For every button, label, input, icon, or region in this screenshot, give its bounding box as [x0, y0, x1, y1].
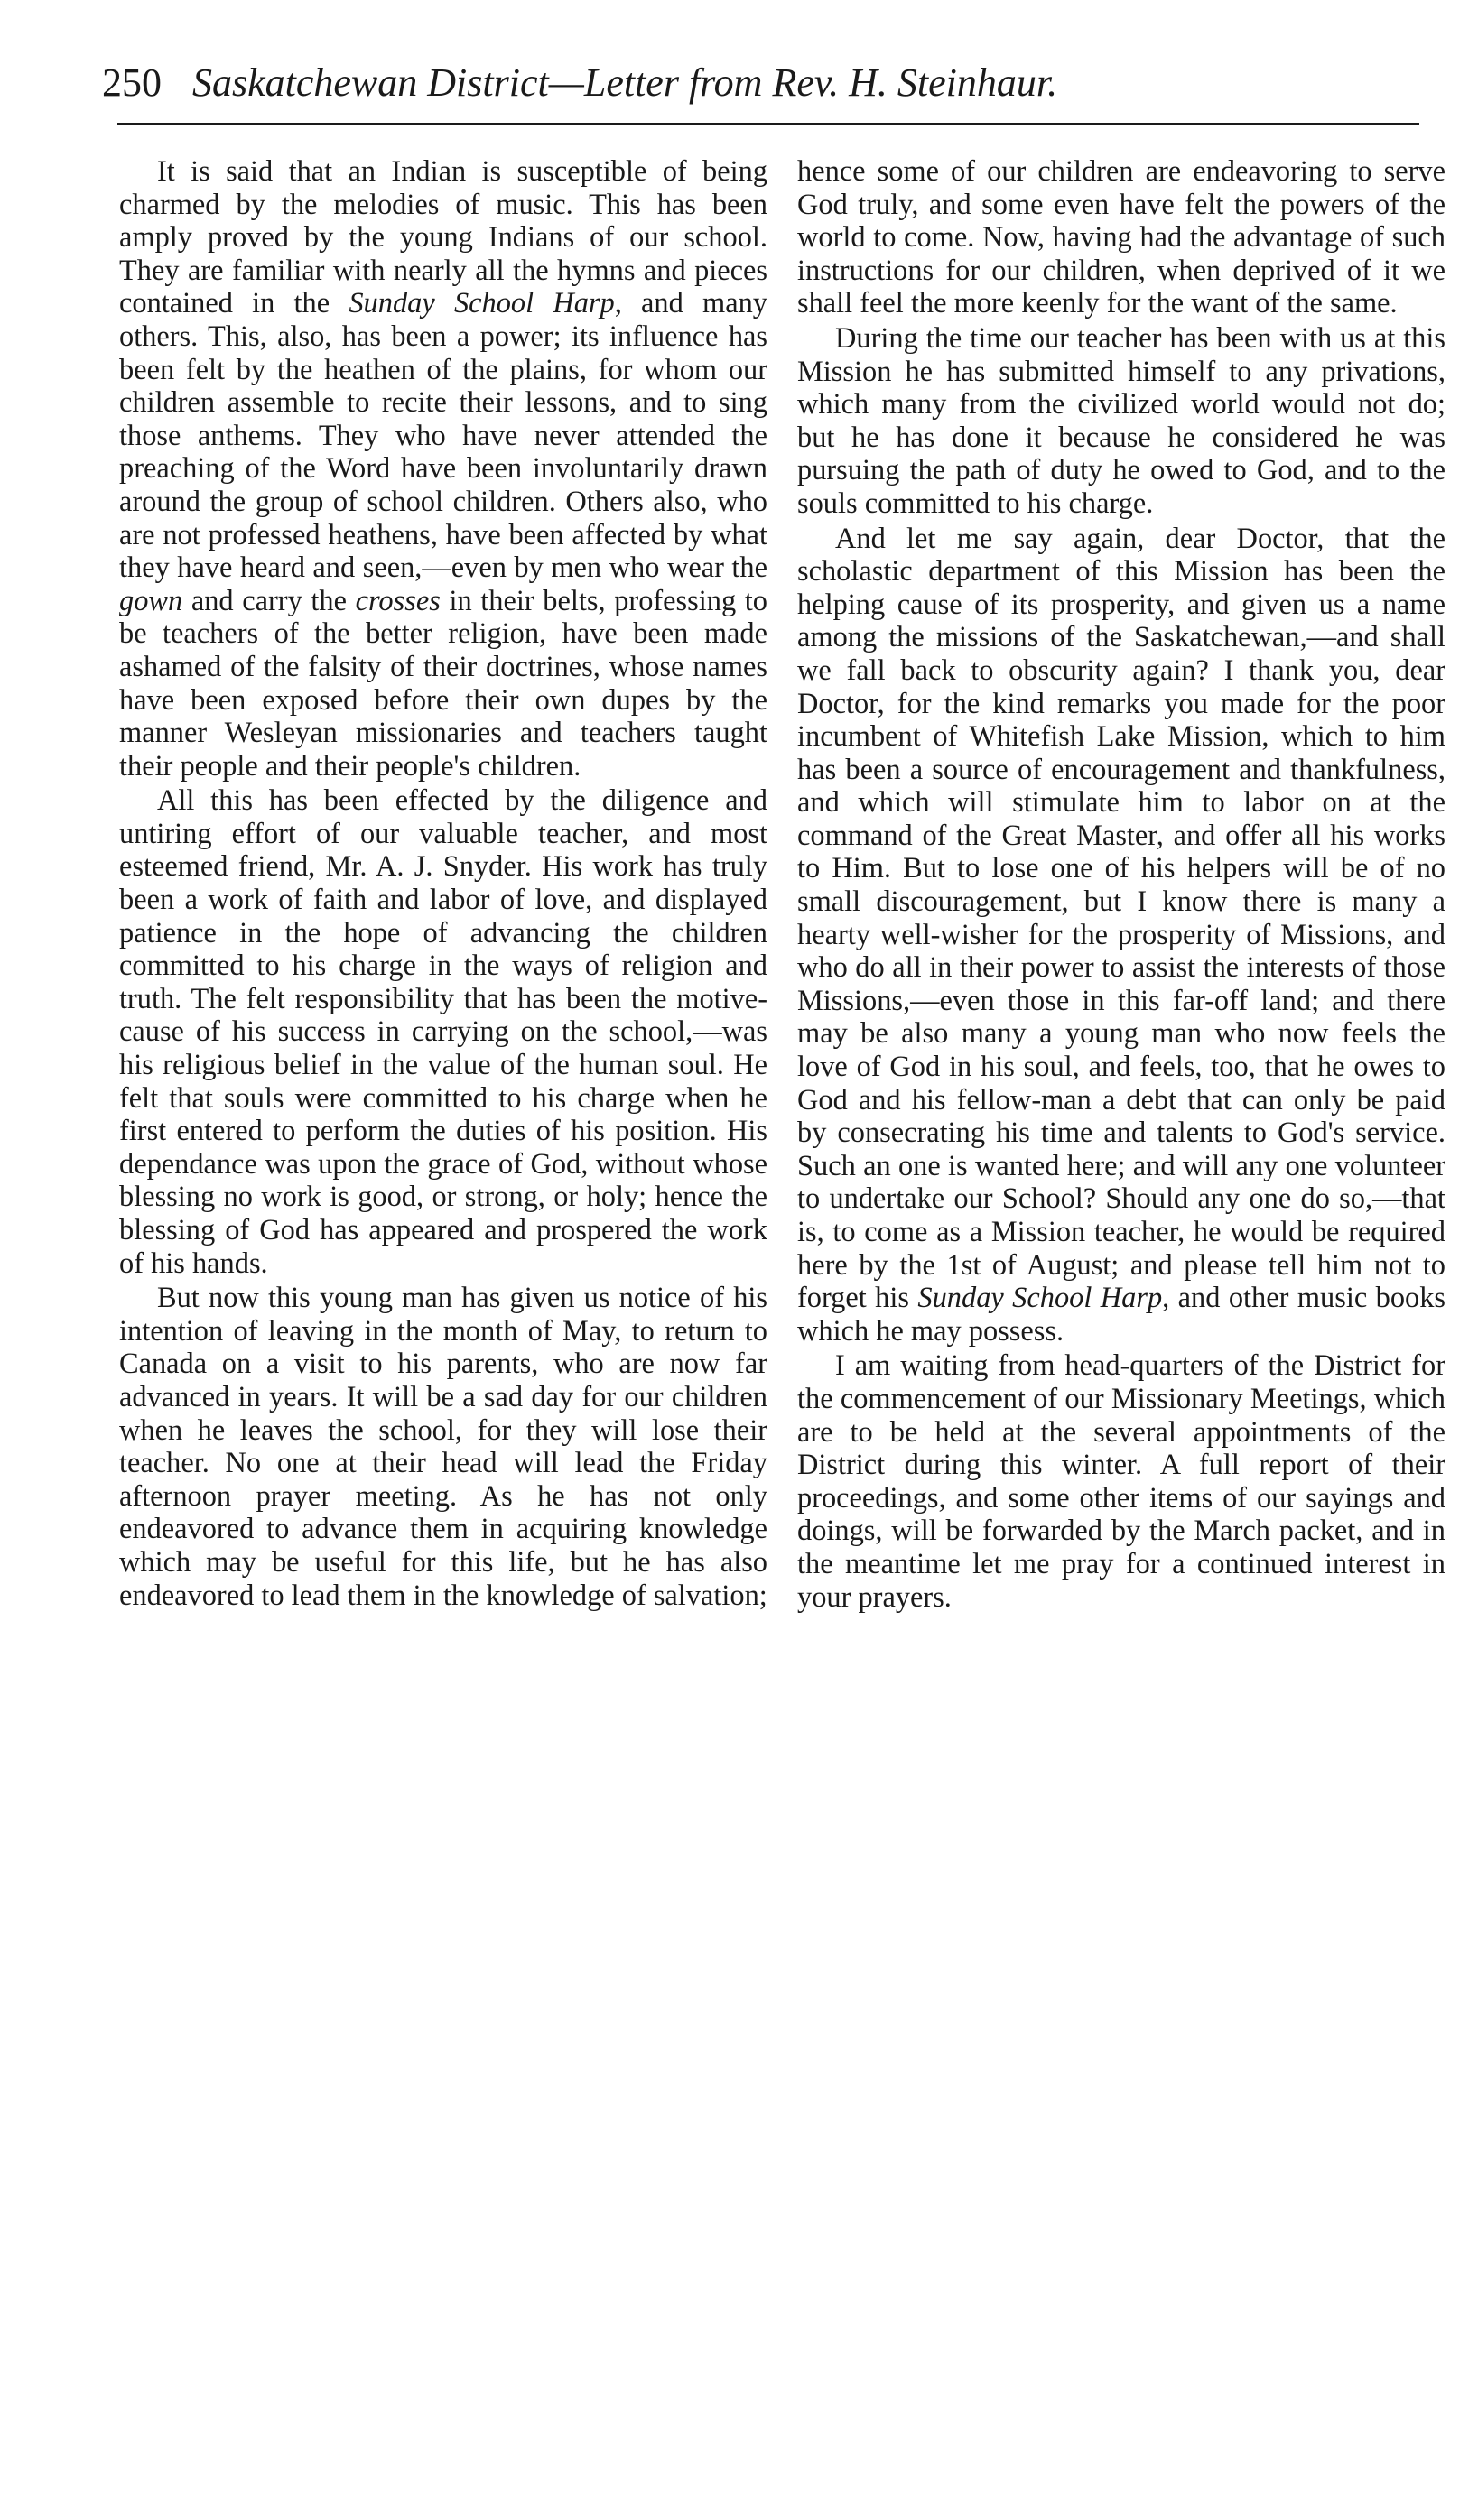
paragraph: But now this young man has given us notice of his intention of leaving in the month of May, to return to Canada on a visit to his parents, who are now far advanced in years. It will be a sad day for our children when he leaves the school, for they will lose their teacher. No one at their head will lead the Friday afternoon prayer meeting. As he has not only endeavored to advance them in acquiring knowledge which may be useful for this life, but he has also endeavored to lead them in the knowledge of salvation;	[119, 1282, 767, 1612]
right-column	[797, 155, 1445, 1614]
page-number: 250	[102, 60, 162, 105]
left-column	[119, 155, 767, 1612]
header-rule	[117, 123, 1419, 125]
running-header	[102, 56, 1420, 110]
paragraph: I am waiting from head-quarters of the District for the commencement of our Missionary Meetings, which are to be held at the several appointments of the District during this winter. A full report of their proceedings, and some other items of our sayings and doings, will be forwarded by the March packet, and in the meantime let me pray for a continued interest in your prayers.	[797, 1349, 1445, 1614]
paragraph: All this has been effected by the diligence and untiring effort of our valuable teacher, and most esteemed friend, Mr. A. J. Snyder. His work has truly been a work of faith and labor of love, and displayed patience in the hope of advancing the children committed to his charge in the ways of religion and truth. The felt responsibility that has been the motive-cause of his success in carrying on the school,—was his religious belief in the value of the human soul. He felt that souls were committed to his charge when he first entered to perform the duties of his position. His dependance was upon the grace of God, without whose blessing no work is good, or strong, or holy; hence the blessing of God has appeared and prospered the work of his hands.	[119, 784, 767, 1280]
paragraph: During the time our teacher has been with us at this Mission he has submitted himself to any privations, which many from the civilized world would not do; but he has done it because he considered he was pursuing the path of duty he owed to God, and to the souls committed to his charge.	[797, 321, 1445, 520]
running-title: Saskatchewan District—Letter from Rev. H. Steinhaur.	[192, 60, 1058, 105]
paragraph: And let me say again, dear Doctor, that the scholastic department of this Mission has been the helping cause of its prosperity, and given us a name among the missions of the Saskatchewan,—and shall we fall back to obscurity again? I thank you, dear Doctor, for the kind remarks you made for the poor incumbent of Whitefish Lake Mission, which to him has been a source of encouragement and thankfulness, and which will stimulate him to labor on at the command of the Great Master, and offer all his works to Him. But to lose one of his helpers will be of no small discouragement, but I know there is many a hearty well-wisher for the prosperity of Missions, and who do all in their power to assist the interests of those Missions,—even those in this far-off land; and there may be also many a young man who now feels the love of God in his soul, and feels, too, that he owes to God and his fellow-man a debt that can only be paid by consecrating his time and talents to God's service. Such an one is wanted here; and will any one volunteer to undertake our School? Should any one do so,—that is, to come as a Mission teacher, he would be required here by the 1st of August; and please tell him not to forget his Sunday School Harp, and other music books which he may possess.	[797, 522, 1446, 1348]
paragraph-continued: hence some of our children are endeavoring to serve God truly, and some even have felt the powers of the world to come. Now, having had the advantage of such instructions for our children, when deprived of it we shall feel the more keenly for the want of the same.	[797, 155, 1445, 320]
paragraph: It is said that an Indian is susceptible of being charmed by the melodies of music. This has been amply proved by the young Indians of our school. They are familiar with nearly all the hymns and pieces contained in the Sunday School Harp, and many others. This, also, has been a power; its influence has been felt by the heathen of the plains, for whom our children assemble to recite their lessons, and to sing those anthems. They who have never attended the preaching of the Word have been involuntarily drawn around the group of school children. Others also, who are not professed heathens, have been affected by what they have heard and seen,—even by men who wear the gown and carry the crosses in their belts, professing to be teachers of the better religion, have been made ashamed of the falsity of their doctrines, whose names have been exposed before their own dupes by the manner Wesleyan missionaries and teachers taught their people and their people's children.	[119, 155, 767, 783]
